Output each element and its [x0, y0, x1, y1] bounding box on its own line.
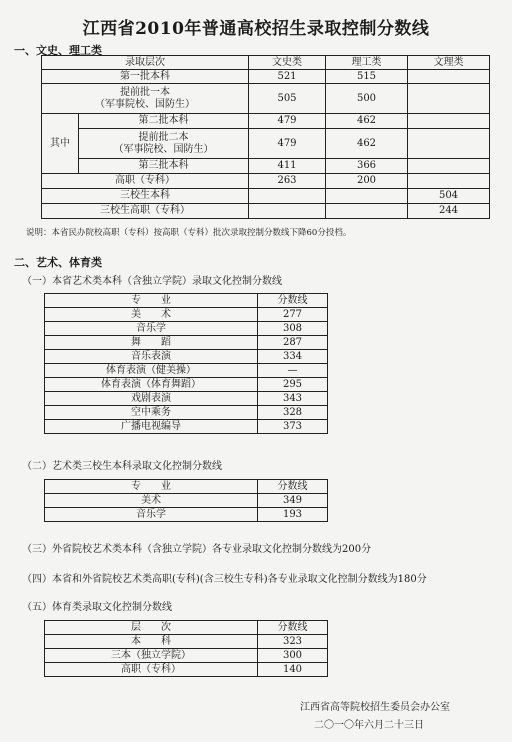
cell-wenshi: 479: [249, 114, 326, 129]
cell-wenshi: [249, 204, 326, 219]
cell-major: 空中乘务: [45, 406, 258, 420]
art-undergrad-table: [44, 293, 328, 434]
cell-score: 308: [258, 322, 328, 336]
row-label: [79, 129, 249, 159]
row-label: 三校生高职（专科）: [42, 204, 249, 219]
table-row: [45, 378, 328, 392]
row-label: 三校生本科: [42, 189, 249, 204]
header-wenshi: 文史类: [249, 56, 326, 70]
section1-heading: 一、文史、理工类: [14, 44, 102, 57]
cell-ligong: 200: [326, 174, 408, 189]
cell-score: 373: [258, 420, 328, 434]
cell-major: 戏剧表演: [45, 392, 258, 406]
table-row: [42, 114, 490, 129]
sports-table: [44, 620, 328, 677]
table-row: [42, 70, 490, 84]
cell-score: 287: [258, 336, 328, 350]
cell-wenshi: 505: [249, 84, 326, 114]
row-label: 高职（专科）: [42, 174, 249, 189]
table-row: [45, 420, 328, 434]
table-row: [42, 189, 490, 204]
table-row: [45, 322, 328, 336]
table-row: [45, 663, 328, 677]
cell-major: 音乐学: [45, 322, 258, 336]
cell-score: 140: [258, 663, 328, 677]
table-row: [45, 364, 328, 378]
cell-wenshi: 479: [249, 129, 326, 159]
cell-wenshi: [249, 189, 326, 204]
cell-major: 音乐学: [45, 508, 258, 522]
table-row: [42, 204, 490, 219]
header-major: 专 业: [45, 480, 258, 494]
cell-wenli: [408, 114, 490, 129]
cell-score: 193: [258, 508, 328, 522]
section2-heading: 二、艺术、体育类: [14, 256, 102, 269]
cell-wenli: [408, 70, 490, 84]
table-row: [42, 174, 490, 189]
part3-text: （三）外省院校艺术类本科（含独立学院）各专业录取文化控制分数线为200分: [22, 544, 372, 555]
header-major: 专 业: [45, 294, 258, 308]
qizhong-label: 其中: [42, 114, 79, 174]
header-level: 录取层次: [42, 56, 249, 70]
cell-score: 323: [258, 635, 328, 649]
cell-major: 美术: [45, 494, 258, 508]
cell-wenshi: 521: [249, 70, 326, 84]
score-table-main: [41, 55, 490, 219]
cell-ligong: 462: [326, 114, 408, 129]
cell-wenli: [408, 174, 490, 189]
table-row: [45, 494, 328, 508]
cell-major: 体育表演（体育舞蹈）: [45, 378, 258, 392]
cell-ligong: [326, 189, 408, 204]
cell-score: 300: [258, 649, 328, 663]
row-label: 第三批本科: [79, 159, 249, 174]
signature-org: 江西省高等院校招生委员会办公室: [300, 702, 450, 713]
row-label-line1: 提前批一本: [120, 86, 170, 98]
table-row: [45, 392, 328, 406]
cell-wenli: [408, 129, 490, 159]
cell-score: 334: [258, 350, 328, 364]
table-row: [45, 308, 328, 322]
art-sanxiao-table: [44, 479, 328, 522]
row-label-line2: （军事院校、国防生）: [113, 143, 214, 155]
cell-major: 美 术: [45, 308, 258, 322]
header-wenli: 文理类: [408, 56, 490, 70]
header-level: 层 次: [45, 621, 258, 635]
table-row: [45, 350, 328, 364]
cell-score: 349: [258, 494, 328, 508]
row-label: 第一批本科: [42, 70, 249, 84]
row-label-line2: （军事院校、国防生）: [95, 98, 195, 110]
cell-score: —: [258, 364, 328, 378]
cell-level: 高职（专科）: [45, 663, 258, 677]
cell-wenshi: 263: [249, 174, 326, 189]
cell-wenli: 504: [408, 189, 490, 204]
part1-title: （一）本省艺术类本科（含独立学院）录取文化控制分数线: [22, 276, 282, 287]
header-score: 分数线: [258, 294, 328, 308]
table-row: [42, 84, 490, 114]
table-row: [45, 336, 328, 350]
part2-title: （二）艺术类三校生本科录取文化控制分数线: [22, 461, 222, 472]
cell-major: 体育表演（健美操）: [45, 364, 258, 378]
cell-score: 295: [258, 378, 328, 392]
cell-major: 音乐表演: [45, 350, 258, 364]
cell-ligong: [326, 204, 408, 219]
table-row: [42, 129, 490, 159]
table-row: [45, 649, 328, 663]
row-label: [42, 84, 249, 114]
table-row: [45, 406, 328, 420]
cell-wenli: 244: [408, 204, 490, 219]
table-row: [45, 508, 328, 522]
cell-wenli: [408, 84, 490, 114]
table-row: [45, 635, 328, 649]
part4-text: （四）本省和外省院校艺术类高职(专科)(含三校生专科)各专业录取文化控制分数线为180分: [22, 574, 427, 585]
header-score: 分数线: [258, 480, 328, 494]
cell-major: 舞 蹈: [45, 336, 258, 350]
cell-ligong: 500: [326, 84, 408, 114]
cell-level: 本 科: [45, 635, 258, 649]
cell-major: 广播电视编导: [45, 420, 258, 434]
header-ligong: 理工类: [326, 56, 408, 70]
header-score: 分数线: [258, 621, 328, 635]
cell-wenshi: 411: [249, 159, 326, 174]
table-row: [42, 159, 490, 174]
page-title: 江西省2010年普通高校招生录取控制分数线: [82, 19, 430, 39]
cell-score: 343: [258, 392, 328, 406]
cell-wenli: [408, 159, 490, 174]
cell-ligong: 462: [326, 129, 408, 159]
signature-date: 二〇一〇年六月二十三日: [314, 720, 424, 731]
section1-note: 说明：本省民办院校高职（专科）按高职（专科）批次录取控制分数线下降60分投档。: [26, 228, 352, 238]
cell-ligong: 515: [326, 70, 408, 84]
cell-level: 三本（独立学院）: [45, 649, 258, 663]
cell-ligong: 366: [326, 159, 408, 174]
part5-title: （五）体育类录取文化控制分数线: [22, 602, 172, 613]
cell-score: 328: [258, 406, 328, 420]
row-label-line1: 提前批二本: [138, 131, 189, 143]
row-label: 第二批本科: [79, 114, 249, 129]
cell-score: 277: [258, 308, 328, 322]
